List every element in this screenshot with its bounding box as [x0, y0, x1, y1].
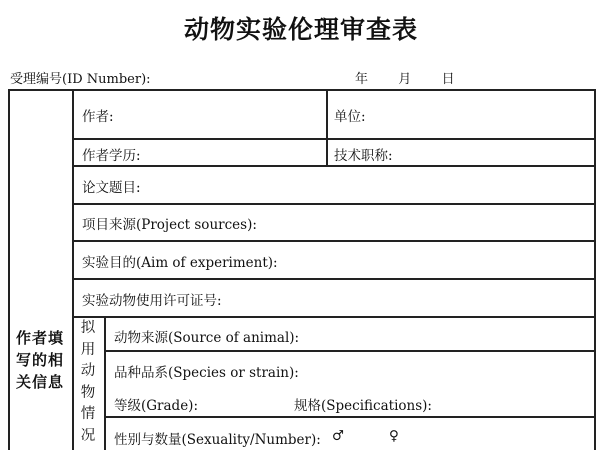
specifications-field: 规格(Specifications):	[294, 398, 432, 414]
date-day: 日	[441, 72, 455, 87]
date-month: 月	[398, 72, 412, 87]
row-divider	[72, 240, 596, 242]
male-symbol: ♂	[332, 428, 345, 444]
form-title: 动物实验伦理审查表	[183, 15, 418, 44]
row-divider	[72, 138, 596, 140]
column-divider	[72, 89, 74, 450]
date-year: 年	[355, 72, 369, 87]
species-field: 品种品系(Species or strain):	[114, 365, 299, 381]
aim-field: 实验目的(Aim of experiment):	[82, 255, 278, 271]
project-source-field: 项目来源(Project sources):	[82, 217, 257, 233]
row-divider	[8, 89, 596, 91]
id-number-label: 受理编号(ID Number):	[10, 72, 151, 87]
grade-field: 等级(Grade):	[114, 398, 198, 414]
education-field: 作者学历:	[82, 148, 141, 164]
row-divider	[104, 350, 596, 352]
author-info-label: 作者填写的相关信息	[15, 329, 64, 391]
table-border-right	[594, 89, 596, 450]
female-symbol: ♀	[389, 428, 399, 444]
paper-title-field: 论文题目:	[82, 180, 141, 196]
row-divider	[72, 165, 596, 167]
job-title-field: 技术职称:	[334, 148, 393, 164]
table-border-left	[8, 89, 10, 450]
row-divider	[72, 278, 596, 280]
sex-number-field: 性别与数量(Sexuality/Number):	[114, 432, 321, 448]
license-field: 实验动物使用许可证号:	[82, 293, 222, 309]
column-divider	[326, 89, 328, 166]
row-divider	[72, 203, 596, 205]
planned-animal-label: 拟用动物情况	[80, 320, 96, 444]
author-field: 作者:	[82, 109, 114, 125]
column-divider	[104, 316, 106, 450]
row-divider	[72, 316, 596, 318]
unit-field: 单位:	[334, 109, 366, 125]
animal-source-field: 动物来源(Source of animal):	[114, 330, 300, 346]
row-divider	[104, 416, 596, 418]
